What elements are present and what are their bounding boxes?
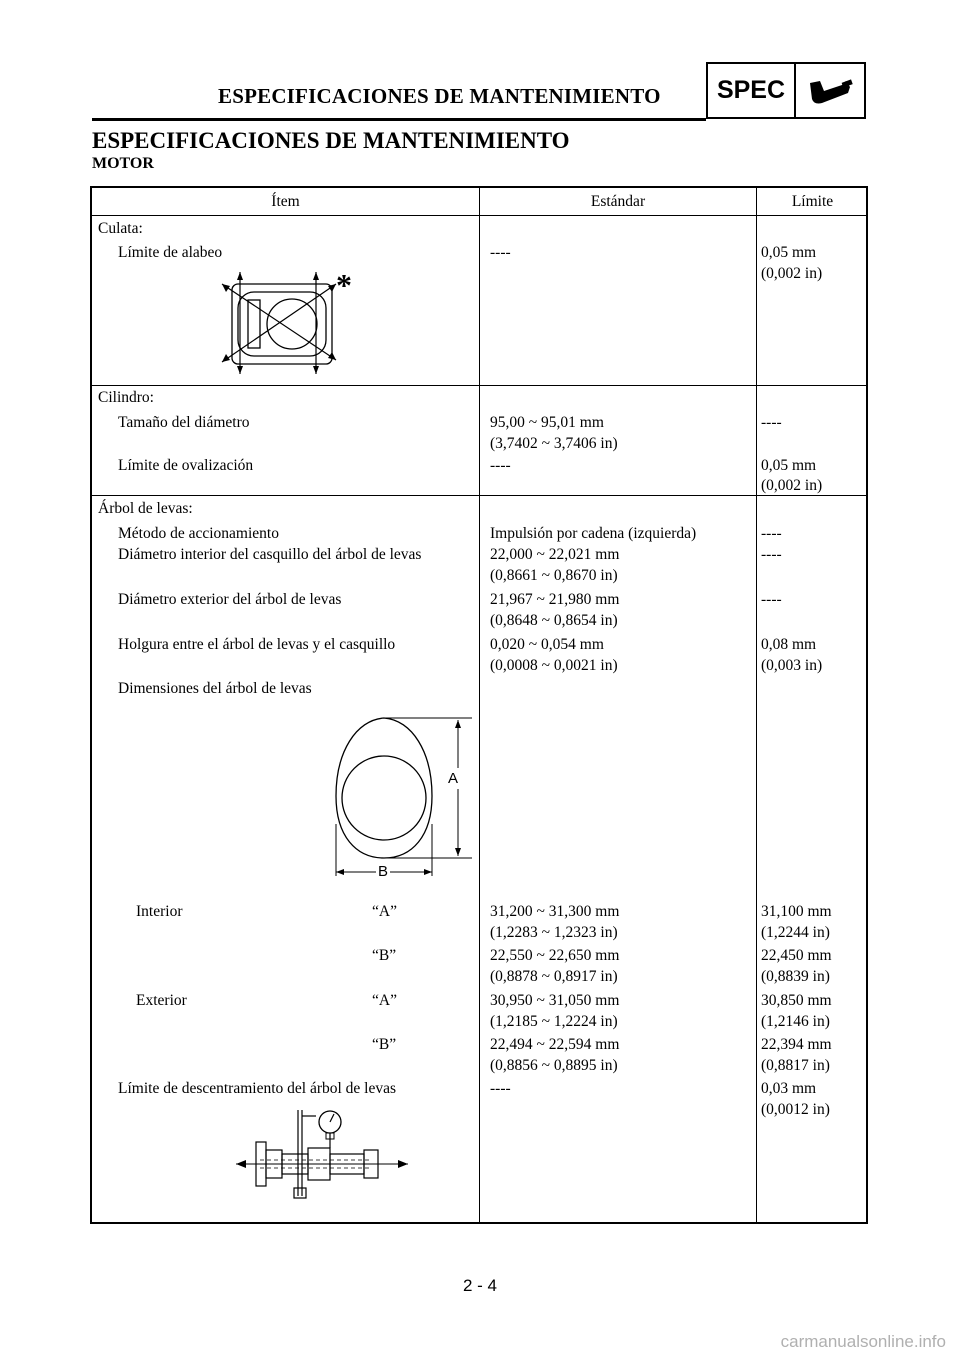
dim-row-2-std-in: (0,8878 ~ 0,8917 in) — [490, 968, 618, 985]
cilindro-ovalizacion-lim-mm: 0,05 mm — [761, 457, 817, 474]
dim-row-3-lim-mm: 30,850 mm — [761, 992, 832, 1009]
dim-row-1-std-in: (1,2283 ~ 1,2323 in) — [490, 924, 618, 941]
arbol-descentramiento-item: Límite de descentramiento del árbol de levas — [118, 1080, 397, 1097]
wrench-icon — [796, 64, 864, 117]
arbol-holgura-std-in: (0,0008 ~ 0,0021 in) — [490, 657, 618, 674]
dim-row-1-std-mm: 31,200 ~ 31,300 mm — [490, 903, 620, 920]
cilindro-heading: Cilindro: — [98, 389, 154, 406]
arbol-metodo-item: Método de accionamiento — [118, 525, 279, 542]
cam-lobe-diagram-icon — [324, 712, 474, 883]
cilindro-ovalizacion-std: ---- — [490, 457, 511, 474]
dim-row-4-dim: “B” — [372, 1036, 397, 1053]
dim-row-3-std-in: (1,2185 ~ 1,2224 in) — [490, 1013, 618, 1030]
culata-alabeo-item: Límite de alabeo — [118, 244, 223, 261]
arbol-ext-std-in: (0,8648 ~ 0,8654 in) — [490, 612, 618, 629]
cilindro-ovalizacion-item: Límite de ovalización — [118, 457, 254, 474]
arbol-int-casquillo-lim: ---- — [761, 546, 782, 563]
page-title: ESPECIFICACIONES DE MANTENIMIENTO — [92, 128, 570, 153]
row-divider-culata — [92, 385, 866, 386]
dim-row-2-dim: “B” — [372, 947, 397, 964]
arbol-ext-lim: ---- — [761, 591, 782, 608]
row-divider-cilindro — [92, 495, 866, 496]
spec-badge — [706, 62, 866, 119]
dim-row-3-std-mm: 30,950 ~ 31,050 mm — [490, 992, 620, 1009]
arbol-dimensiones-item: Dimensiones del árbol de levas — [118, 680, 312, 697]
section-title: MOTOR — [92, 155, 154, 172]
cilindro-diametro-std-mm: 95,00 ~ 95,01 mm — [490, 414, 604, 431]
header-row-divider — [92, 215, 866, 216]
arbol-descentramiento-std: ---- — [490, 1080, 511, 1097]
dim-row-2-lim-mm: 22,450 mm — [761, 947, 832, 964]
arbol-ext-item: Diámetro exterior del árbol de levas — [118, 591, 342, 608]
culata-heading: Culata: — [98, 220, 143, 237]
arbol-metodo-std: Impulsión por cadena (izquierda) — [490, 525, 697, 542]
arbol-holgura-item: Holgura entre el árbol de levas y el casquillo — [118, 636, 396, 653]
dim-row-4-lim-in: (0,8817 in) — [761, 1057, 830, 1074]
page-number: 2 - 4 — [462, 1276, 498, 1295]
culata-alabeo-lim-in: (0,002 in) — [761, 265, 823, 282]
col-header-standard: Estándar — [590, 193, 646, 210]
dim-row-1-lim-in: (1,2244 in) — [761, 924, 830, 941]
dim-row-1-lim-mm: 31,100 mm — [761, 903, 832, 920]
dim-row-4-lim-mm: 22,394 mm — [761, 1036, 832, 1053]
arbol-int-casquillo-item: Diámetro interior del casquillo del árbol de levas — [118, 546, 422, 563]
watermark: carmanualsonline.info — [780, 1332, 946, 1351]
header-rule — [92, 118, 706, 121]
arbol-int-casquillo-std-in: (0,8661 ~ 0,8670 in) — [490, 567, 618, 584]
arbol-holgura-lim-mm: 0,08 mm — [761, 636, 817, 653]
dim-row-3-group: Exterior — [136, 992, 187, 1009]
cilindro-diametro-std-in: (3,7402 ~ 3,7406 in) — [490, 435, 618, 452]
col-divider-2 — [756, 188, 757, 1222]
arbol-heading: Árbol de levas: — [98, 500, 193, 517]
cilindro-ovalizacion-lim-in: (0,002 in) — [761, 477, 823, 494]
arbol-descentramiento-lim-in: (0,0012 in) — [761, 1101, 830, 1118]
cilindro-diametro-lim: ---- — [761, 414, 782, 431]
cilindro-diametro-item: Tamaño del diámetro — [118, 414, 250, 431]
culata-alabeo-lim-mm: 0,05 mm — [761, 244, 817, 261]
arbol-int-casquillo-std-mm: 22,000 ~ 22,021 mm — [490, 546, 620, 563]
dim-row-4-std-mm: 22,494 ~ 22,594 mm — [490, 1036, 620, 1053]
col-divider-1 — [479, 188, 480, 1222]
arbol-holgura-std-mm: 0,020 ~ 0,054 mm — [490, 636, 604, 653]
cam-label-a: A — [447, 770, 458, 787]
spec-table — [90, 186, 868, 1224]
dim-row-3-lim-in: (1,2146 in) — [761, 1013, 830, 1030]
dim-row-2-lim-in: (0,8839 in) — [761, 968, 830, 985]
dim-row-3-dim: “A” — [372, 992, 397, 1009]
col-header-item: Ítem — [271, 193, 300, 210]
dim-row-2-std-mm: 22,550 ~ 22,650 mm — [490, 947, 620, 964]
camshaft-runout-dial-gauge-icon — [232, 1108, 412, 1213]
arbol-metodo-lim: ---- — [761, 525, 782, 542]
culata-alabeo-std: ---- — [490, 244, 511, 261]
dim-row-1-dim: “A” — [372, 903, 397, 920]
col-header-limit: Límite — [791, 193, 834, 210]
warpage-asterisk: * — [336, 267, 352, 303]
arbol-holgura-lim-in: (0,003 in) — [761, 657, 823, 674]
running-header-title: ESPECIFICACIONES DE MANTENIMIENTO — [218, 84, 661, 108]
spec-badge-label: SPEC — [708, 64, 796, 117]
cam-label-b: B — [377, 863, 388, 880]
arbol-ext-std-mm: 21,967 ~ 21,980 mm — [490, 591, 620, 608]
dim-row-4-std-in: (0,8856 ~ 0,8895 in) — [490, 1057, 618, 1074]
dim-row-1-group: Interior — [136, 903, 183, 920]
arbol-descentramiento-lim-mm: 0,03 mm — [761, 1080, 817, 1097]
